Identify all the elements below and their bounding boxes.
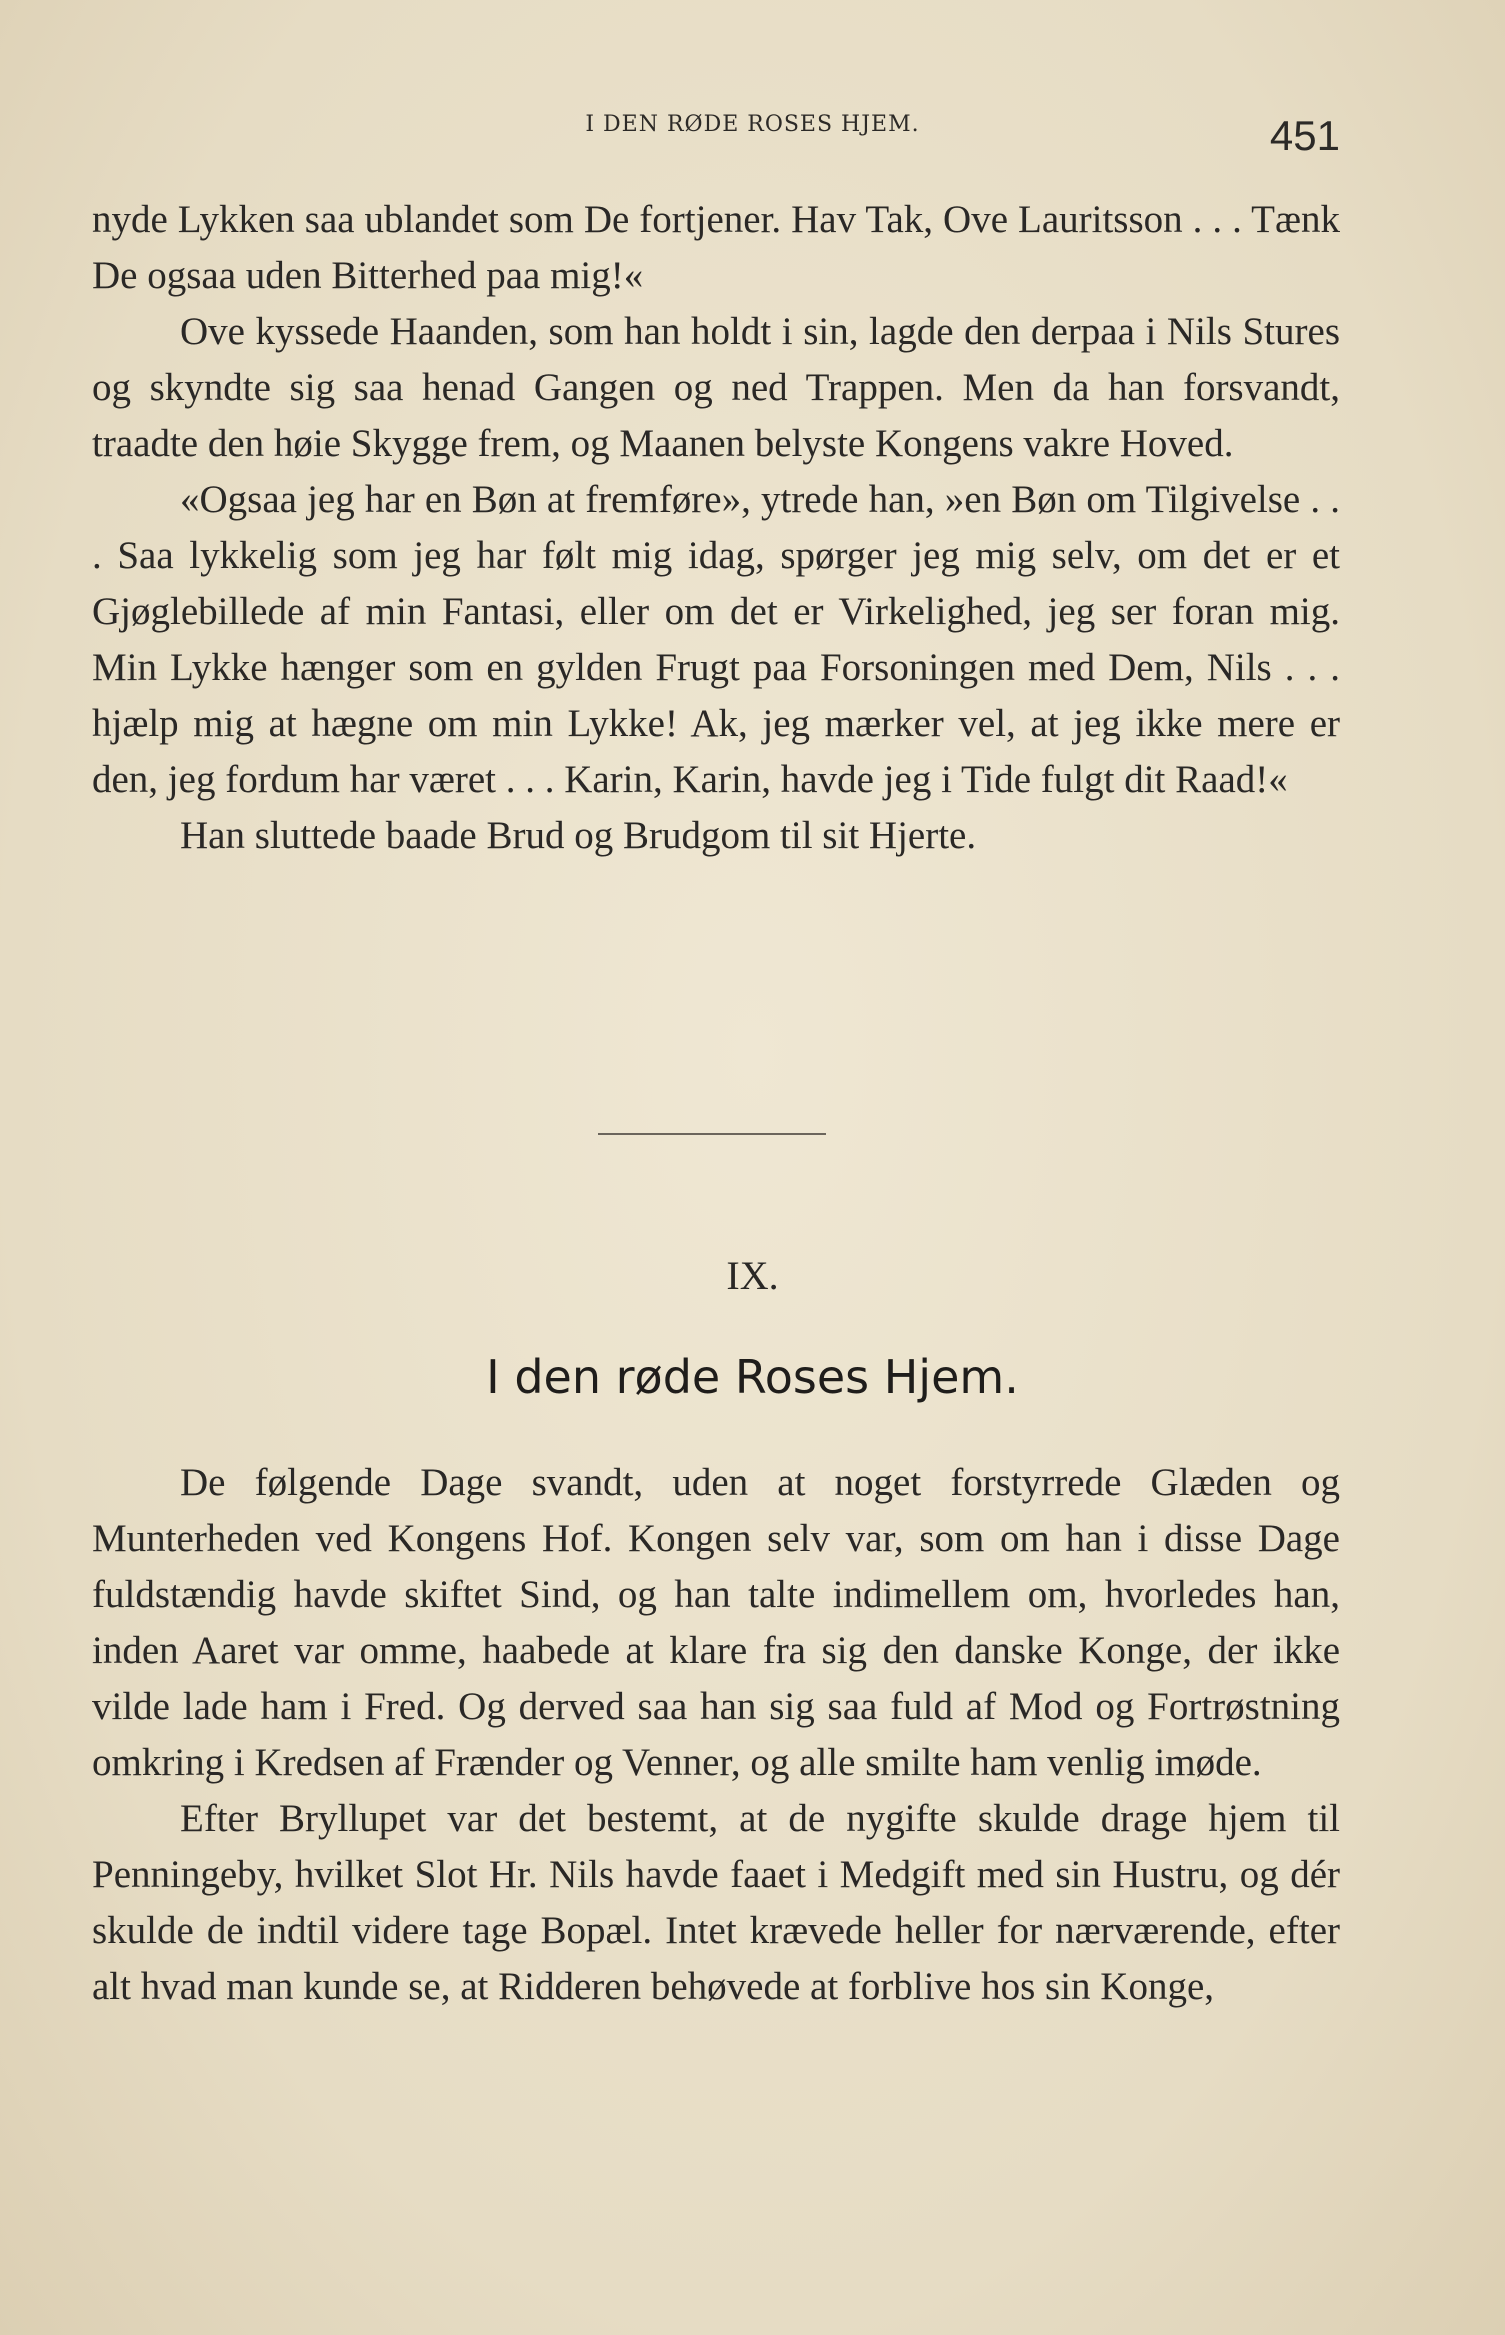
text-block-top [92, 192, 1340, 864]
paragraph: nyde Lykken saa ublandet som De fortjener. Hav Tak, Ove Lauritsson . . . Tænk De ogsaa uden Bitterhed paa mig!« [92, 198, 1340, 297]
paragraph: «Ogsaa jeg har en Bøn at fremføre», ytrede han, »en Bøn om Tilgivelse . . . Saa lykkelig som jeg har følt mig idag, spørger jeg mig selv, om det er et Gjøglebillede af min Fantasi, eller om det er Virkelighed, jeg ser foran mig. Min Lykke hænger som en gylden Frugt paa Forsoningen med Dem, Nils . . . hjælp mig at hægne om min Lykke! Ak, jeg mærker vel, at jeg ikke mere er den, jeg fordum har været . . . Karin, Karin, havde jeg i Tide fulgt dit Raad!« [92, 478, 1340, 801]
paragraph: Ove kyssede Haanden, som han holdt i sin, lagde den derpaa i Nils Stures og skyndte sig saa henad Gangen og ned Trappen. Men da han forsvandt, traadte den høie Skygge frem, og Maanen belyste Kongens vakre Hoved. [92, 310, 1340, 465]
text-block-chapter [92, 1455, 1340, 2015]
paragraph: De følgende Dage svandt, uden at noget forstyrrede Glæden og Munterheden ved Kongens Hof. Kongen selv var, som om han i disse Dage fuldstændig havde skiftet Sind, og han talte indimellem om, hvorledes han, inden Aaret var omme, haabede at klare fra sig den danske Konge, der ikke vilde lade ham i Fred. Og derved saa han sig saa fuld af Mod og Fortrøstning omkring i Kredsen af Frænder og Venner, og alle smilte ham venlig imøde. [92, 1461, 1340, 1784]
running-head: I DEN RØDE ROSES HJEM. [585, 112, 920, 137]
paragraph: Han sluttede baade Brud og Brudgom til sit Hjerte. [180, 814, 977, 857]
chapter-title: I den røde Roses Hjem. [486, 1350, 1019, 1404]
paragraph: Efter Bryllupet var det bestemt, at de nygifte skulde drage hjem til Penningeby, hvilket Slot Hr. Nils havde faaet i Medgift med sin Hustru, og dér skulde de indtil videre tage Bopæl. Intet krævede heller for nærværende, efter alt hvad man kunde se, at Ridderen behøvede at forblive hos sin Konge, [92, 1797, 1340, 2008]
chapter-number: IX. [726, 1253, 779, 1298]
section-divider [598, 1133, 826, 1135]
page-number: 451 [1269, 112, 1340, 159]
